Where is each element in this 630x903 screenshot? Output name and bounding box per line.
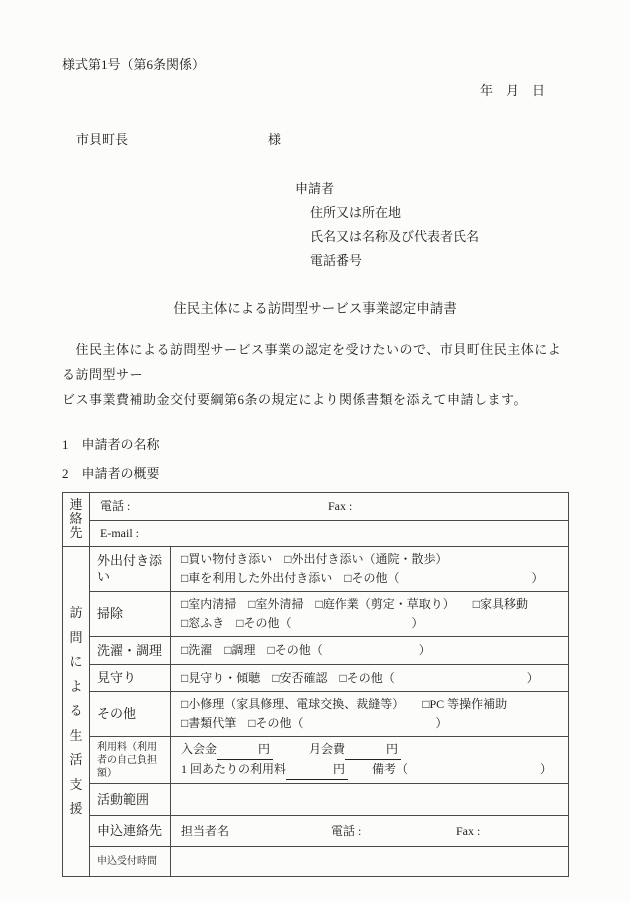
applicant-address-label: 住所又は所在地 — [310, 205, 402, 220]
fee-label: 利用料（利用者の自己負担額） — [90, 737, 171, 784]
other-options-line1: □小修理（家具修理、電球交換、裁縫等） □PC 等操作補助 — [181, 697, 508, 711]
fee-line2 — [181, 760, 560, 780]
watching-label: 見守り — [90, 665, 171, 692]
applicant-label: 申請者 — [295, 181, 335, 196]
applicant-overview-table — [62, 492, 569, 877]
fee-line1 — [181, 740, 560, 760]
apply-person-label: 担当者名 — [181, 823, 230, 838]
contact-group-label: 連絡先 — [69, 497, 83, 540]
numbered-item-1: 1 申請者の名称 — [62, 437, 160, 452]
service-group-label: 訪問による生活支援 — [69, 605, 83, 817]
form-code: 様式第1号（第6条関係） — [62, 57, 206, 72]
cleaning-options-line2: □窓ふき □その他（ ） — [181, 616, 424, 630]
table-row — [63, 847, 569, 877]
outing-options-line1: □買い物付き添い □外出付き添い（通院・散歩） — [181, 552, 448, 566]
applicant-fields — [310, 201, 568, 273]
table-row — [63, 816, 569, 847]
fee-admission-unit: 円 — [258, 742, 271, 756]
outing-options-line2: □車を利用した外出付き添い □その他（ ） — [181, 571, 544, 585]
table-row — [63, 737, 569, 784]
addressee-line — [76, 129, 568, 148]
activity-area-cell — [171, 784, 569, 816]
table-row — [63, 521, 569, 547]
outing-label: 外出付き添い — [90, 547, 171, 592]
table-row — [63, 637, 569, 665]
applicant-name-label: 氏名又は名称及び代表者氏名 — [310, 229, 480, 244]
fee-monthly-blank — [345, 740, 401, 760]
apply-contact-label: 申込連絡先 — [90, 816, 171, 847]
date-line: 年 月 日 — [479, 83, 545, 98]
table-row — [63, 493, 569, 521]
fee-admission-blank — [217, 740, 273, 760]
fee-per-use-unit: 円 — [333, 762, 346, 776]
fee-monthly-label: 月会費 — [309, 742, 346, 756]
fee-admission-label: 入会金 — [181, 742, 218, 756]
laundry-label: 洗濯・調理 — [90, 637, 171, 665]
apply-phone-label: 電話 : — [331, 823, 362, 838]
apply-fax-label: Fax : — [456, 823, 481, 838]
other-options — [171, 692, 569, 737]
body-paragraph — [62, 337, 568, 412]
table-row — [63, 665, 569, 692]
table-row — [63, 547, 569, 592]
cleaning-options — [171, 592, 569, 637]
addressee-name: 市貝町長 — [76, 132, 129, 147]
activity-area-label: 活動範囲 — [90, 784, 171, 816]
laundry-options-line1: □洗濯 □調理 □その他（ ） — [181, 643, 431, 657]
email-cell: E-mail : — [90, 521, 569, 547]
fee-per-use-blank — [286, 760, 348, 780]
fee-monthly-unit: 円 — [386, 742, 399, 756]
fee-per-use-label: 1 回あたりの利用料 — [181, 762, 287, 776]
body-line-2: ビス事業費補助金交付要綱第6条の規定により関係書類を添えて申請します。 — [62, 392, 527, 407]
table-row — [63, 692, 569, 737]
other-options-line2: □書類代筆 □その他（ ） — [181, 716, 448, 730]
service-group-header — [63, 547, 90, 877]
fax-label: Fax : — [328, 499, 353, 513]
watching-options-line1: □見守り・傾聴 □安否確認 □その他（ ） — [181, 670, 539, 685]
watching-options — [171, 665, 569, 692]
other-label: その他 — [90, 692, 171, 737]
document-title: 住民主体による訪問型サービス事業認定申請書 — [173, 301, 457, 316]
outing-options — [171, 547, 569, 592]
laundry-options — [171, 637, 569, 665]
phone-fax-cell — [90, 493, 569, 521]
apply-contact-cell — [171, 816, 569, 847]
cleaning-options-line1: □室内清掃 □室外清掃 □庭作業（剪定・草取り） □家具移動 — [181, 597, 528, 611]
cleaning-label: 掃除 — [90, 592, 171, 637]
fee-remarks: 備考（ ） — [372, 762, 553, 776]
contact-group-header — [63, 493, 90, 547]
table-row — [63, 592, 569, 637]
fee-cell — [171, 737, 569, 784]
reception-hours-cell — [171, 847, 569, 877]
reception-hours-label: 申込受付時間 — [90, 847, 171, 877]
applicant-phone-label: 電話番号 — [310, 253, 363, 268]
numbered-item-2: 2 申請者の概要 — [62, 466, 160, 481]
table-row — [63, 784, 569, 816]
addressee-honorific: 様 — [268, 132, 282, 147]
phone-label: 電話 : — [100, 499, 131, 513]
body-line-1: 住民主体による訪問型サービス事業の認定を受けたいので、市貝町住民主体による訪問型サー — [62, 342, 562, 382]
